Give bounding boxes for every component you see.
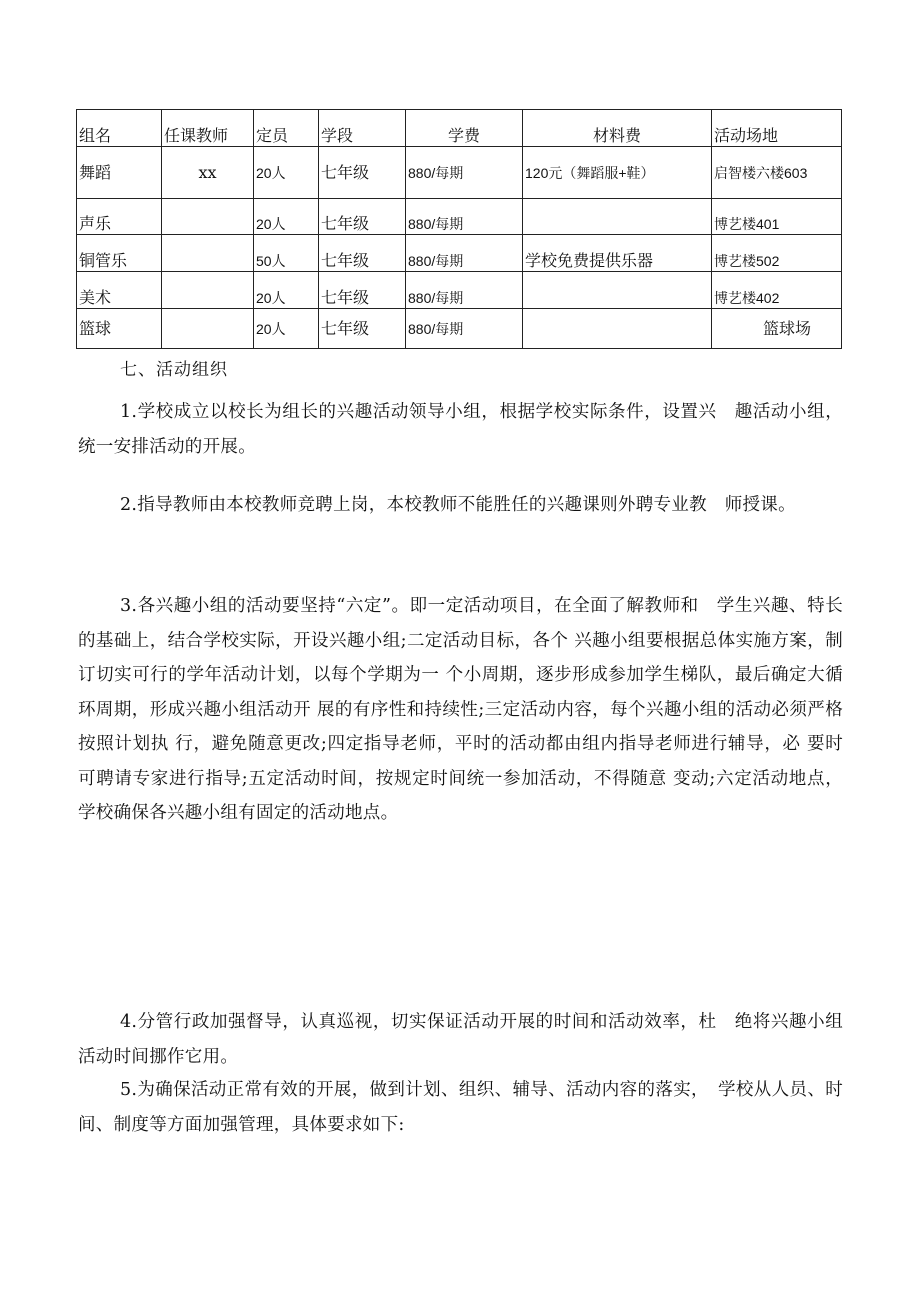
header-group: 组名 bbox=[77, 110, 162, 147]
cell-venue: 博艺楼402 bbox=[712, 272, 842, 309]
header-material: 材料费 bbox=[523, 110, 712, 147]
cell-fee: 880/每期 bbox=[406, 235, 523, 272]
cell-grade: 七年级 bbox=[319, 235, 406, 272]
paragraph-2: 2.指导教师由本校教师竞聘上岗，本校教师不能胜任的兴趣课则外聘专业教 师授课。 bbox=[120, 495, 796, 515]
table-row bbox=[77, 235, 842, 272]
cell-quota: 50人 bbox=[254, 235, 319, 272]
cell-fee: 880/每期 bbox=[406, 309, 523, 349]
table-header-row bbox=[77, 110, 842, 147]
cell-venue: 博艺楼502 bbox=[712, 235, 842, 272]
cell-material bbox=[523, 309, 712, 349]
paragraph-4: 4.分管行政加强督导，认真巡视，切实保证活动开展的时间和活动效率，杜 绝将兴趣小组活动时间挪作它用。 bbox=[78, 1012, 843, 1067]
header-venue: 活动场地 bbox=[712, 110, 842, 147]
cell-fee: 880/每期 bbox=[406, 147, 523, 199]
header-quota: 定员 bbox=[254, 110, 319, 147]
header-teacher: 任课教师 bbox=[162, 110, 254, 147]
cell-quota: 20人 bbox=[254, 199, 319, 235]
cell-quota: 20人 bbox=[254, 147, 319, 199]
paragraph-3: 3.各兴趣小组的活动要坚持“六定”。即一定活动项目，在全面了解教师和 学生兴趣、特长的基础上，结合学校实际，开设兴趣小组;二定活动目标，各个 兴趣小组要根据总体实施方案，制订切实可行的学年活动计划，以每个学期为一 个小周期，逐步形成参加学生梯队，最后确定大循环周期，形成兴趣小组活动开 展的有序性和持续性;三定活动内容，每个兴趣小组的活动必须严格按照计划执 行，避免随意更改;四定指导老师，平时的活动都由组内指导老师进行辅导，必 要时可聘请专家进行指导;五定活动时间，按规定时间统一参加活动，不得随意 变动;六定活动地点，学校确保各兴趣小组有固定的活动地点。 bbox=[78, 596, 843, 823]
cell-quota: 20人 bbox=[254, 309, 319, 349]
paragraph-1: 1.学校成立以校长为组长的兴趣活动领导小组，根据学校实际条件，设置兴 趣活动小组，统一安排活动的开展。 bbox=[78, 402, 843, 457]
section-heading: 七、活动组织 bbox=[120, 360, 228, 380]
cell-teacher bbox=[162, 235, 254, 272]
cell-group: 美术 bbox=[77, 272, 162, 309]
table-row bbox=[77, 147, 842, 199]
cell-material: 学校免费提供乐器 bbox=[523, 235, 712, 272]
cell-fee: 880/每期 bbox=[406, 199, 523, 235]
cell-quota: 20人 bbox=[254, 272, 319, 309]
cell-grade: 七年级 bbox=[319, 309, 406, 349]
cell-venue: 博艺楼401 bbox=[712, 199, 842, 235]
cell-fee: 880/每期 bbox=[406, 272, 523, 309]
table-row bbox=[77, 199, 842, 235]
activity-table bbox=[76, 109, 842, 349]
cell-group: 声乐 bbox=[77, 199, 162, 235]
cell-venue: 启智楼六楼603 bbox=[712, 147, 842, 199]
header-fee: 学费 bbox=[406, 110, 523, 147]
cell-teacher bbox=[162, 272, 254, 309]
cell-material: 120元（舞蹈服+鞋） bbox=[523, 147, 712, 199]
cell-venue: 篮球场 bbox=[712, 309, 842, 349]
cell-group: 舞蹈 bbox=[77, 147, 162, 199]
header-grade: 学段 bbox=[319, 110, 406, 147]
table-row bbox=[77, 309, 842, 349]
cell-grade: 七年级 bbox=[319, 272, 406, 309]
cell-material bbox=[523, 272, 712, 309]
paragraph-5: 5.为确保活动正常有效的开展，做到计划、组织、辅导、活动内容的落实， 学校从人员、时间、制度等方面加强管理，具体要求如下: bbox=[78, 1080, 843, 1135]
cell-material bbox=[523, 199, 712, 235]
cell-grade: 七年级 bbox=[319, 147, 406, 199]
cell-teacher bbox=[162, 309, 254, 349]
cell-teacher: xx bbox=[162, 147, 254, 199]
table-row bbox=[77, 272, 842, 309]
cell-group: 篮球 bbox=[77, 309, 162, 349]
cell-grade: 七年级 bbox=[319, 199, 406, 235]
cell-group: 铜管乐 bbox=[77, 235, 162, 272]
cell-teacher bbox=[162, 199, 254, 235]
